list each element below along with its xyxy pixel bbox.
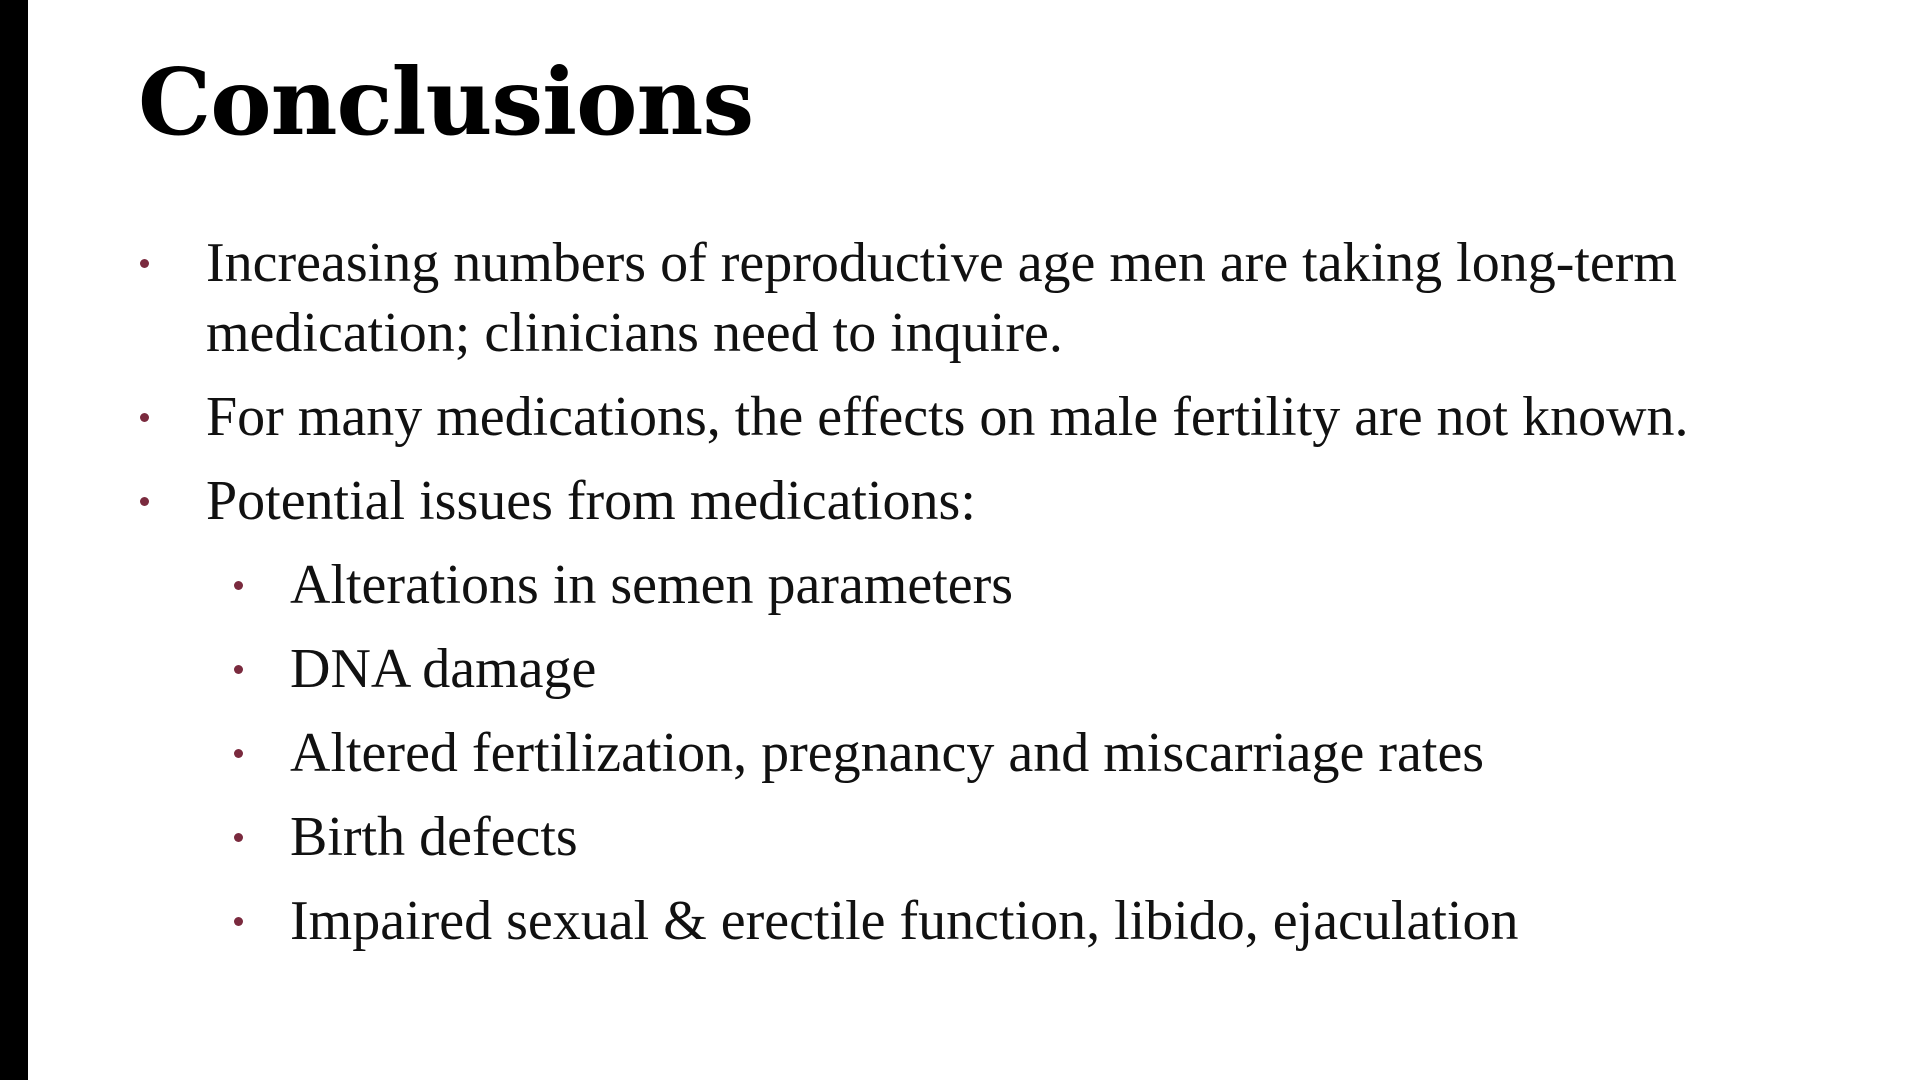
bullet-dot-icon (234, 581, 243, 590)
bullet-text: Potential issues from medications: (206, 470, 976, 532)
sub-bullet-item (28, 550, 1920, 620)
bullet-dot-icon (234, 665, 243, 674)
sub-bullet-text: Birth defects (290, 806, 578, 868)
sub-bullet-item (28, 634, 1920, 704)
bullet-dot-icon (234, 833, 243, 842)
bullet-dot-icon (234, 749, 243, 758)
bullet-text: Increasing numbers of reproductive age men are taking long-term medication; clinicians need to inquire. (206, 232, 1677, 364)
bullet-item (28, 228, 1920, 368)
sub-bullet-text: DNA damage (290, 638, 597, 700)
sub-bullet-item (28, 718, 1920, 788)
sub-bullet-text: Altered fertilization, pregnancy and miscarriage rates (290, 722, 1485, 784)
slide-title: Conclusions (138, 48, 754, 156)
sub-bullet-text: Impaired sexual & erectile function, libido, ejaculation (290, 890, 1519, 952)
bullet-item (28, 382, 1920, 452)
sub-bullet-item (28, 886, 1920, 956)
left-black-border (0, 0, 28, 1080)
bullet-dot-icon (234, 917, 243, 926)
bullet-list (28, 228, 1920, 970)
sub-bullet-text: Alterations in semen parameters (290, 554, 1014, 616)
bullet-dot-icon (140, 413, 149, 422)
bullet-dot-icon (140, 497, 149, 506)
bullet-item (28, 466, 1920, 536)
slide (28, 0, 1920, 1080)
bullet-dot-icon (140, 259, 149, 268)
bullet-text: For many medications, the effects on male fertility are not known. (206, 386, 1689, 448)
sub-bullet-item (28, 802, 1920, 872)
